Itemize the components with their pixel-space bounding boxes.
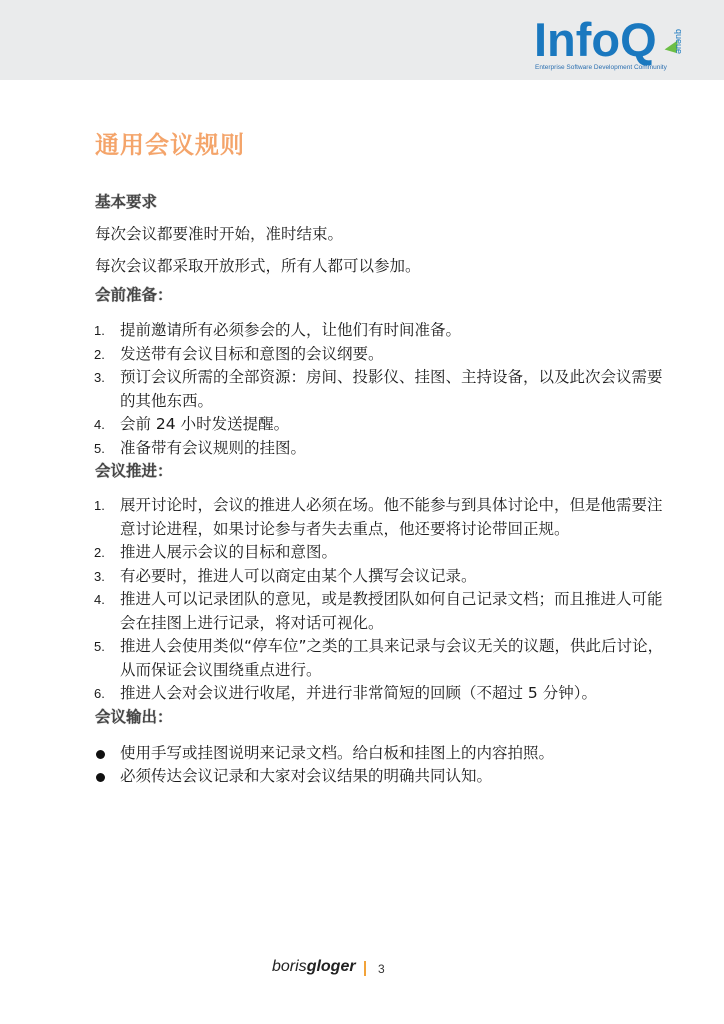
list-item <box>95 494 675 541</box>
brand-part-2: is <box>295 958 307 975</box>
brand-part-3: gloger <box>306 958 356 975</box>
list-item <box>95 319 675 343</box>
page-number: 3 <box>378 962 385 976</box>
logo-text-main: Info <box>534 13 621 66</box>
logo-tagline: Enterprise Software Development Community <box>535 64 667 71</box>
logo-wordmark <box>534 14 657 66</box>
footer-divider <box>364 961 366 976</box>
list-number: 4. <box>94 417 105 432</box>
list-item <box>95 635 675 682</box>
list-item-text: 准备带有会议规则的挂图。 <box>120 438 307 457</box>
logo-text-q: Q <box>620 13 657 66</box>
paragraph-open-format: 每次会议都采取开放形式，所有人都可以参加。 <box>95 257 421 275</box>
list-number: 3. <box>94 568 105 584</box>
list-item-text: 推进人展示会议的目标和意图。 <box>120 543 338 561</box>
list-item-text: 有必要时，推进人可以商定由某个人撰写会议记录。 <box>120 566 477 585</box>
list-item <box>95 343 675 367</box>
paragraph-start-on-time: 每次会议都要准时开始，准时结束。 <box>95 225 344 243</box>
list-item <box>95 565 675 589</box>
list-item-text: 推进人会对会议进行收尾，并进行非常简短的回顾（不超过 5 分钟）。 <box>120 684 597 702</box>
list-number: 2. <box>94 346 105 362</box>
list-number: 1. <box>94 323 105 338</box>
list-number: 5. <box>94 440 105 456</box>
list-item-text: 推进人会使用类似“停车位”之类的工具来记录与会议无关的议题，供此后讨论，从而保证会议围绕重点进行。 <box>120 637 664 679</box>
list-item-text: 展开讨论时，会议的推进人必须在场。他不能参与到具体讨论中，但是他需要注意讨论进程，如果讨论参与者失去重点，他还要将讨论带回正规。 <box>120 496 663 538</box>
bullet-icon <box>96 773 105 782</box>
infoq-logo <box>534 14 704 74</box>
list-item <box>95 437 675 461</box>
list-item <box>95 588 675 635</box>
list-item <box>95 366 675 413</box>
list-item <box>95 413 675 437</box>
header-band <box>0 0 724 80</box>
page-title: 通用会议规则 <box>95 131 245 159</box>
section-heading-output: 会议输出： <box>95 707 173 726</box>
list-item-text: 预订会议所需的全部资源：房间、投影仪、挂图、主持设备，以及此次会议需要的其他东西。 <box>120 368 663 410</box>
list-number: 6. <box>94 686 105 701</box>
logo-queue-text: queue <box>674 29 684 55</box>
prep-list <box>95 319 675 460</box>
brand-part-1: bor <box>272 958 296 975</box>
list-item <box>95 682 675 706</box>
facilitation-list <box>95 494 675 706</box>
list-number: 1. <box>94 498 105 513</box>
borisgloger-logo <box>272 958 356 976</box>
output-list <box>95 742 675 789</box>
list-item-text: 会前 24 小时发送提醒。 <box>120 415 290 433</box>
list-item-text: 推进人可以记录团队的意见，或是教授团队如何自己记录文档；而且推进人可能会在挂图上进行记录，将对话可视化。 <box>120 590 663 632</box>
bullet-icon <box>96 750 105 759</box>
list-item <box>95 742 675 766</box>
list-item-text: 发送带有会议目标和意图的会议纲要。 <box>120 344 384 363</box>
section-heading-basic: 基本要求 <box>95 193 158 211</box>
page-footer <box>272 958 412 982</box>
list-item <box>95 765 675 789</box>
list-item <box>95 541 675 565</box>
document-body <box>95 130 675 789</box>
list-item-text: 提前邀请所有必须参会的人，让他们有时间准备。 <box>120 321 462 339</box>
section-heading-facilitation: 会议推进： <box>95 462 173 480</box>
section-heading-prep: 会前准备： <box>95 286 173 304</box>
list-item-text: 必须传达会议记录和大家对会议结果的明确共同认知。 <box>120 767 493 785</box>
list-number: 5. <box>94 639 105 654</box>
list-number: 4. <box>94 592 105 607</box>
list-number: 3. <box>94 370 105 385</box>
list-item-text: 使用手写或挂图说明来记录文档。给白板和挂图上的内容拍照。 <box>120 743 555 762</box>
list-number: 2. <box>94 545 105 560</box>
